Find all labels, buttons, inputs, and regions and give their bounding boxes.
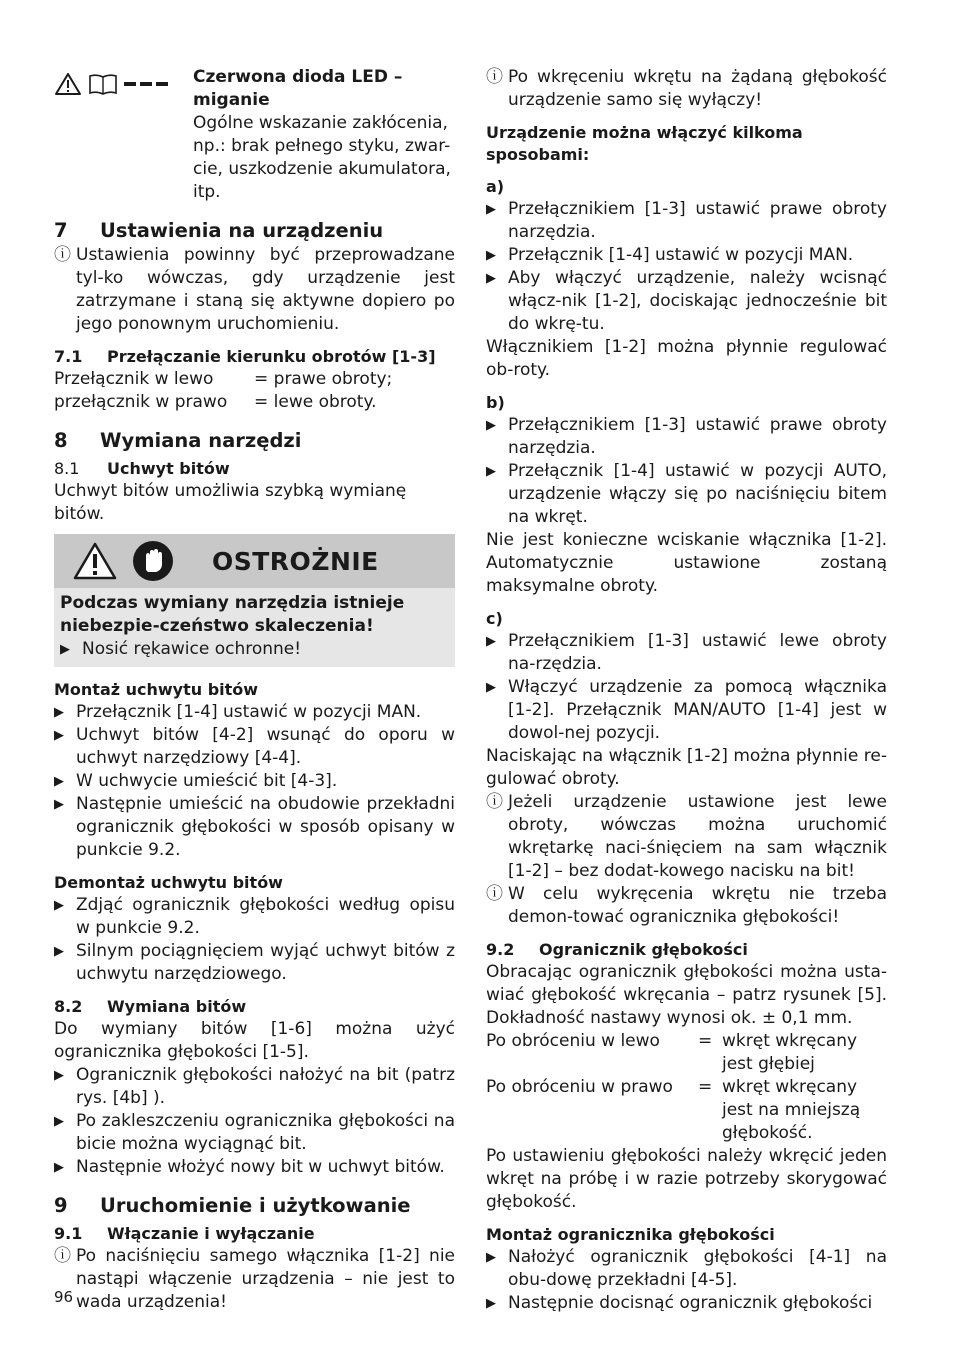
list-item-text: Następnie docisnąć ogranicznik głębokości — [508, 1293, 873, 1313]
subheading: Montaż ogranicznika głębokości — [486, 1225, 775, 1244]
led-blink-icon — [124, 72, 168, 96]
arrow-bullet-icon: ▶ — [54, 1160, 64, 1175]
warning-icon — [54, 72, 82, 96]
cell: Przełącznik w lewo — [54, 369, 214, 389]
led-line: itp. — [193, 182, 221, 202]
info-note — [486, 791, 887, 883]
list-item — [54, 724, 455, 770]
info-text: Jeżeli urządzenie ustawione jest lewe obroty, wówczas można uruchomić wkrętarkę naci-śnięciem na sam włącznik [1-2] – bez dodat-kowego nacisku na bit! — [508, 792, 887, 881]
list-item-text: Aby włączyć urządzenie, należy wcisnąć włącz-nik [1-2], dociskając jednocześnie bit do wkrę-tu. — [508, 268, 887, 334]
list-item-text: Przełącznik [1-4] ustawić w pozycji MAN. — [508, 245, 854, 265]
option-label: c) — [486, 609, 503, 628]
table-row — [486, 1030, 887, 1076]
arrow-bullet-icon: ▶ — [54, 1068, 64, 1083]
info-note — [54, 244, 455, 336]
info-icon: ⓘ — [54, 245, 71, 265]
section-title: Wymiana narzędzi — [100, 429, 302, 452]
arrow-bullet-icon: ▶ — [486, 1296, 496, 1311]
cell: Po obróceniu w prawo — [486, 1077, 673, 1097]
warning-icon — [72, 541, 118, 581]
arrow-bullet-icon: ▶ — [54, 774, 64, 789]
list-item-text: Zdjąć ogranicznik głębokości według opisu w punkcie 9.2. — [76, 895, 455, 938]
list-item-text: Przełącznik [1-4] ustawić w pozycji AUTO, urządzenie włączy się po naciśnięciu bitem na wkręt. — [508, 461, 887, 527]
section-9-heading — [54, 1193, 455, 1219]
subheading: Urządzenie można włączyć kilkoma sposobami: — [486, 123, 803, 164]
list-item — [486, 414, 887, 460]
subheading: Demontaż uchwytu bitów — [54, 873, 283, 892]
list-item — [486, 676, 887, 745]
paragraph: Uchwyt bitów umożliwia szybką wymianę bitów. — [54, 481, 407, 524]
section-9-1-heading — [54, 1223, 455, 1245]
list-item — [54, 793, 455, 862]
section-title: Ustawienia na urządzeniu — [100, 219, 384, 242]
cell: wkręt wkręcany jest na mniejszą głębokość. — [722, 1077, 861, 1143]
list-item — [54, 1156, 455, 1179]
section-8-1-heading — [54, 458, 455, 480]
section-9-2-heading — [486, 939, 887, 961]
list-item — [54, 770, 455, 793]
list-item — [486, 198, 887, 244]
caution-body — [54, 588, 455, 667]
section-number: 7 — [54, 219, 68, 242]
list-item — [486, 267, 887, 336]
info-text: Po wkręceniu wkrętu na żądaną głębokość urządzenie samo się wyłączy! — [508, 67, 887, 110]
info-text: Ustawienia powinny być przeprowadzane tyl-ko wówczas, gdy urządzenie jest zatrzymane i staną się aktywne dopiero po jego ponownym uruchomieniu. — [76, 245, 455, 334]
led-line: Ogólne wskazanie zakłócenia, — [193, 113, 448, 133]
section-title: Uchwyt bitów — [107, 459, 230, 478]
arrow-bullet-icon: ▶ — [486, 680, 496, 695]
list-item — [54, 1064, 455, 1110]
paragraph: Po ustawieniu głębokości należy wkręcić jeden wkręt na próbę i w razie potrzeby skorygować głębokość. — [486, 1146, 887, 1212]
arrow-bullet-icon: ▶ — [486, 202, 496, 217]
info-icon: ⓘ — [486, 884, 503, 904]
left-column — [54, 66, 455, 1314]
list-item — [54, 701, 455, 724]
info-note — [486, 883, 887, 929]
list-item-text: Po zakleszczeniu ogranicznika głębokości na bicie można wyciągnąć bit. — [76, 1111, 455, 1154]
paragraph: Naciskając na włącznik [1-2] można płynnie re-gulować obroty. — [486, 746, 887, 789]
list-item-text: Nosić rękawice ochronne! — [82, 639, 302, 659]
right-column — [486, 66, 887, 1315]
info-note — [486, 66, 887, 112]
arrow-bullet-icon: ▶ — [486, 271, 496, 286]
list-item-text: Nałożyć ogranicznik głębokości [4-1] na obu-dowę przekładni [4-5]. — [508, 1247, 887, 1290]
section-title: Ogranicznik głębokości — [539, 940, 748, 959]
led-line: np.: brak pełnego styku, zwar- — [193, 136, 451, 156]
paragraph: Obracając ogranicznik głębokości można usta-wiać głębokość wkręcania – patrz rysunek [5]. Dokładność nastawy wynosi ok. ± 0,1 mm. — [486, 962, 887, 1028]
option-label: a) — [486, 177, 505, 196]
caution-header — [54, 534, 455, 588]
list-item — [486, 1246, 887, 1292]
section-title: Włączanie i wyłączanie — [107, 1224, 315, 1243]
arrow-bullet-icon: ▶ — [486, 248, 496, 263]
option-label: b) — [486, 393, 505, 412]
arrow-bullet-icon: ▶ — [54, 728, 64, 743]
led-status-row — [54, 66, 455, 204]
info-icon: ⓘ — [486, 67, 503, 87]
list-item-text: Włączyć urządzenie za pomocą włącznika [1-2]. Przełącznik MAN/AUTO [1-4] jest w dowol-nej pozycji. — [508, 677, 887, 743]
list-item-text: Silnym pociągnięciem wyjąć uchwyt bitów z uchwytu narzędziowego. — [76, 941, 455, 984]
info-icon: ⓘ — [486, 792, 503, 812]
section-title: Wymiana bitów — [107, 997, 247, 1016]
manual-book-icon — [88, 72, 118, 96]
paragraph: Nie jest konieczne wciskanie włącznika [1-2]. Automatycznie ustawione zostaną maksymalne obroty. — [486, 530, 887, 596]
led-line: cie, uszkodzenie akumulatora, — [193, 159, 451, 179]
list-item-text: Przełącznik [1-4] ustawić w pozycji MAN. — [76, 702, 422, 722]
section-8-2-heading — [54, 996, 455, 1018]
arrow-bullet-icon: ▶ — [486, 464, 496, 479]
list-item — [60, 638, 449, 661]
list-item-text: Przełącznikiem [1-3] ustawić prawe obroty narzędzia. — [508, 199, 887, 242]
section-title: Uruchomienie i użytkowanie — [100, 1194, 411, 1217]
section-number: 8.1 — [54, 459, 80, 478]
arrow-bullet-icon: ▶ — [54, 1114, 64, 1129]
section-number: 8.2 — [54, 997, 83, 1016]
subheading: Montaż uchwytu bitów — [54, 680, 259, 699]
arrow-bullet-icon: ▶ — [54, 797, 64, 812]
paragraph: Do wymiany bitów [1-6] można użyć ogranicznika głębokości [1-5]. — [54, 1019, 455, 1062]
cell: = — [698, 1077, 713, 1097]
list-item-text: Przełącznikiem [1-3] ustawić prawe obroty narzędzia. — [508, 415, 887, 458]
arrow-bullet-icon: ▶ — [60, 642, 70, 657]
arrow-bullet-icon: ▶ — [486, 418, 496, 433]
section-8-heading — [54, 428, 455, 454]
led-title: Czerwona dioda LED – miganie — [193, 67, 403, 110]
caution-box — [54, 534, 455, 667]
cell: wkręt wkręcany jest głębiej — [722, 1031, 858, 1074]
info-note — [54, 1245, 455, 1314]
caution-title: OSTROŻNIE — [212, 546, 379, 576]
section-number: 9 — [54, 1194, 68, 1217]
list-item — [54, 940, 455, 986]
table-row — [486, 1076, 887, 1145]
led-description — [193, 66, 455, 204]
gloves-icon — [132, 540, 174, 582]
cell: przełącznik w prawo — [54, 392, 228, 412]
section-number: 9.2 — [486, 940, 515, 959]
list-item-text: Ogranicznik głębokości nałożyć na bit (patrz rys. [4b] ). — [76, 1065, 455, 1108]
caution-lead: Podczas wymiany narzędzia istnieje niebezpie-czeństwo skaleczenia! — [60, 593, 405, 636]
list-item — [486, 1292, 887, 1315]
section-number: 7.1 — [54, 347, 83, 366]
arrow-bullet-icon: ▶ — [486, 634, 496, 649]
list-item-text: Następnie włożyć nowy bit w uchwyt bitów. — [76, 1157, 445, 1177]
cell: = — [698, 1031, 713, 1051]
table-row — [54, 391, 455, 414]
list-item — [486, 460, 887, 529]
arrow-bullet-icon: ▶ — [54, 898, 64, 913]
cell: = lewe obroty. — [254, 392, 377, 412]
list-item-text: Uchwyt bitów [4-2] wsunąć do oporu w uchwyt narzędziowy [4-4]. — [76, 725, 455, 768]
section-number: 8 — [54, 429, 68, 452]
arrow-bullet-icon: ▶ — [486, 1250, 496, 1265]
info-icon: ⓘ — [54, 1246, 71, 1266]
list-item-text: W uchwycie umieścić bit [4-3]. — [76, 771, 338, 791]
info-text: Po naciśnięciu samego włącznika [1-2] nie nastąpi włączenie urządzenia – nie jest to wada urządzenia! — [76, 1246, 455, 1312]
arrow-bullet-icon: ▶ — [54, 944, 64, 959]
arrow-bullet-icon: ▶ — [54, 705, 64, 720]
page-number: 96 — [54, 1288, 74, 1306]
list-item — [54, 894, 455, 940]
list-item-text: Przełącznikiem [1-3] ustawić lewe obroty na-rzędzia. — [508, 631, 887, 674]
list-item-text: Następnie umieścić na obudowie przekładni ogranicznik głębokości w sposób opisany w punkcie 9.2. — [76, 794, 455, 860]
section-7-1-heading — [54, 346, 455, 368]
list-item — [486, 630, 887, 676]
list-item — [54, 1110, 455, 1156]
section-number: 9.1 — [54, 1224, 83, 1243]
section-7-heading — [54, 218, 455, 244]
led-icons — [54, 66, 193, 204]
paragraph: Włącznikiem [1-2] można płynnie regulować ob-roty. — [486, 337, 887, 380]
info-text: W celu wykręcenia wkrętu nie trzeba demon-tować ogranicznika głębokości! — [508, 884, 887, 927]
table-row — [54, 368, 455, 391]
cell: Po obróceniu w lewo — [486, 1031, 660, 1051]
section-title: Przełączanie kierunku obrotów [1-3] — [107, 347, 436, 366]
cell: = prawe obroty; — [254, 369, 393, 389]
list-item — [486, 244, 887, 267]
